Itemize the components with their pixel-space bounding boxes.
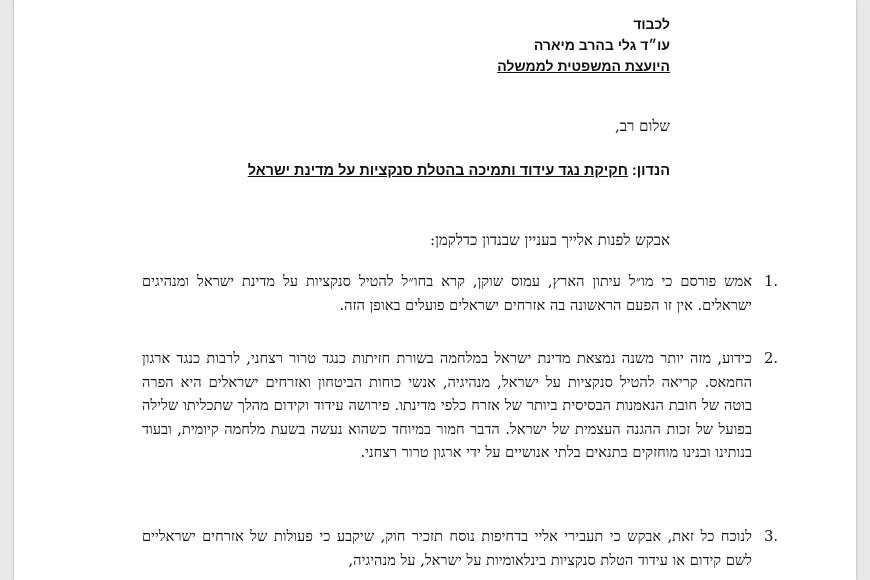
- subject-text: חקיקת נגד עידוד ותמיכה בהטלת סנקציות על מדינת ישראל: [247, 163, 628, 179]
- paragraph-number: 2.: [764, 350, 778, 367]
- greeting: שלום רב,: [615, 117, 670, 135]
- subject-label: הנדון:: [627, 163, 670, 179]
- numbered-paragraph-3: [142, 525, 778, 572]
- paragraph-number: 3.: [764, 528, 778, 545]
- paragraph-text: לנוכח כל זאת, אבקש כי תעבירי אליי בדחיפות נוסח תזכיר חוק, שיקבע כי פעולות של אזרחים ישראליים לשם קידום או עידוד הטלת סנקציות בינלאומיות על ישראל, על מנהיגיה,: [142, 528, 752, 569]
- addressee-title: היועצת המשפטית לממשלה: [497, 58, 670, 74]
- intro-paragraph: אבקש לפנות אלייך בעניין שבנדון כדלקמן:: [430, 231, 670, 249]
- addressee-block: [497, 14, 670, 77]
- document-page: [14, 0, 856, 580]
- addressee-salutation: לכבוד: [633, 16, 670, 32]
- numbered-paragraph-2: [142, 347, 778, 465]
- paragraph-text: כידוע, מזה יותר משנה נמצאת מדינת ישראל במלחמה בשורת חזיתות כנגד טרור רצחני, לרבות כנגד ארגון החמאס. קריאה להטיל סנקציות על ישראל, מנהיגיה, אנשי כוחות הביטחון ואזרחים ישראלים היא הפרה בוטה של חובת הנאמנות הבסיסית ביותר של אזרח כלפי מדינתו. פירושה עידוד וקידום מהלך שתכליתו שלילה בפועל של זכות ההגנה העצמית של ישראל. הדבר חמור במיוחד כשהוא נעשה בשעת מלחמה קיומית, ובעוד בנותינו ובנינו מוחזקים בתנאים בלתי אנושיים על ידי ארגון טרור רצחני.: [142, 350, 752, 461]
- addressee-name: עו״ד גלי בהרב מיארה: [533, 37, 670, 53]
- subject-line: [248, 163, 670, 179]
- paragraph-text: אמש פורסם כי מו״ל עיתון הארץ, עמוס שוקן, קרא בחו״ל להטיל סנקציות על מדינת ישראל ומנהיגים ישראלים. אין זו הפעם הראשונה בה אזרחים ישראלים פועלים באופן הזה.: [142, 273, 752, 314]
- numbered-paragraph-1: [142, 270, 778, 317]
- paragraph-number: 1.: [764, 273, 778, 290]
